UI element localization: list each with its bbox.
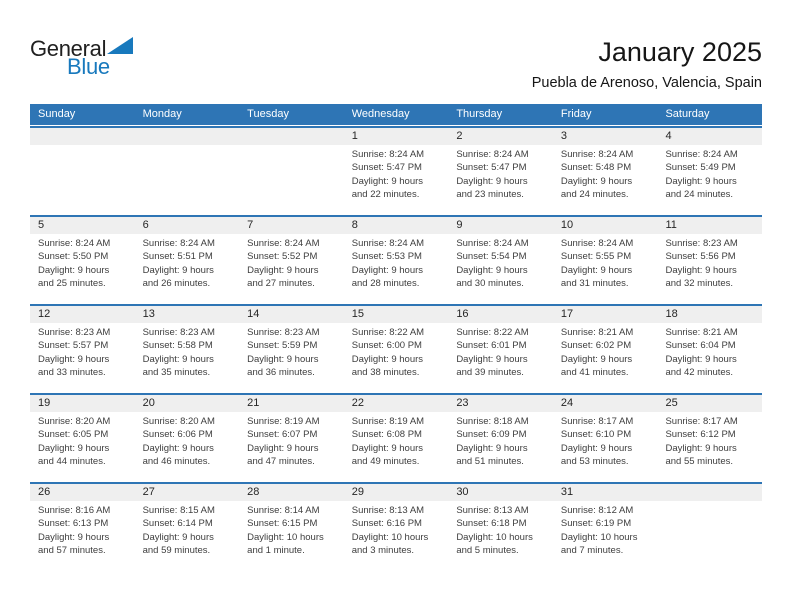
sunrise-line: Sunrise: 8:17 AM (560, 416, 634, 427)
day-number-16: 16 (456, 308, 469, 320)
day-cell-23 (448, 412, 553, 482)
daylight-line-2: and 31 minutes. (560, 278, 629, 290)
day-number-strip (30, 484, 762, 501)
day-number-28: 28 (247, 486, 260, 498)
day-number-strip (30, 395, 762, 412)
daylight-line-1: Daylight: 9 hours (351, 264, 424, 276)
day-number-11: 11 (665, 219, 677, 231)
daylight-line-2: and 39 minutes. (456, 367, 524, 379)
day-number-30: 30 (456, 486, 469, 498)
daylight-line-2: and 59 minutes. (142, 545, 211, 557)
sunrise-line: Sunrise: 8:24 AM (351, 149, 425, 160)
day-details-row (30, 145, 762, 215)
sunrise-line: Sunrise: 8:24 AM (456, 238, 529, 249)
daylight-line-1: Daylight: 9 hours (560, 264, 633, 276)
daylight-line-2: and 53 minutes. (560, 456, 629, 468)
daylight-line-1: Daylight: 10 hours (456, 531, 533, 543)
sunrise-line: Sunrise: 8:12 AM (560, 505, 634, 516)
sunset-line: Sunset: 5:47 PM (456, 162, 527, 174)
weekday-header-cell-sunday: Sunday (38, 108, 76, 120)
day-cell-2 (448, 145, 553, 215)
daylight-line-1: Daylight: 9 hours (142, 353, 214, 365)
logo-word-general: General (30, 36, 107, 61)
day-number-empty (239, 128, 344, 145)
day-cell-12 (30, 323, 135, 393)
day-number-6: 6 (142, 219, 149, 231)
sunset-line: Sunset: 5:59 PM (247, 340, 318, 352)
daylight-line-1: Daylight: 9 hours (456, 442, 528, 454)
sunrise-line: Sunrise: 8:23 AM (142, 327, 215, 338)
daylight-line-2: and 35 minutes. (142, 367, 211, 379)
daylight-line-2: and 55 minutes. (665, 456, 734, 468)
daylight-line-1: Daylight: 9 hours (38, 353, 110, 365)
sunrise-line: Sunrise: 8:24 AM (142, 238, 215, 249)
sunset-line: Sunset: 5:54 PM (456, 251, 527, 263)
day-number-15: 15 (351, 308, 364, 320)
day-number-25: 25 (665, 397, 678, 409)
day-number-empty (657, 484, 762, 501)
daylight-line-2: and 23 minutes. (456, 189, 524, 201)
day-cell-11 (657, 234, 762, 304)
day-cell-22 (344, 412, 449, 482)
daylight-line-1: Daylight: 9 hours (560, 353, 633, 365)
daylight-line-1: Daylight: 9 hours (665, 264, 737, 276)
sunset-line: Sunset: 5:53 PM (351, 251, 422, 263)
daylight-line-2: and 33 minutes. (38, 367, 106, 379)
sunrise-line: Sunrise: 8:16 AM (38, 505, 111, 516)
week-row-5 (30, 482, 762, 571)
daylight-line-1: Daylight: 9 hours (665, 175, 737, 187)
sunset-line: Sunset: 6:10 PM (560, 429, 632, 441)
daylight-line-1: Daylight: 9 hours (456, 353, 528, 365)
sunrise-line: Sunrise: 8:24 AM (38, 238, 111, 249)
daylight-line-1: Daylight: 9 hours (560, 175, 633, 187)
sunrise-line: Sunrise: 8:21 AM (665, 327, 738, 338)
day-number-strip (30, 217, 762, 234)
day-cell-empty (657, 501, 762, 571)
day-details-row (30, 412, 762, 482)
sunset-line: Sunset: 6:13 PM (38, 518, 109, 530)
day-cell-30 (448, 501, 553, 571)
sunset-line: Sunset: 6:14 PM (142, 518, 213, 530)
sunset-line: Sunset: 5:57 PM (38, 340, 109, 352)
sunset-line: Sunset: 5:52 PM (247, 251, 318, 263)
daylight-line-1: Daylight: 9 hours (456, 175, 528, 187)
sunset-line: Sunset: 6:19 PM (560, 518, 632, 530)
daylight-line-2: and 7 minutes. (560, 545, 624, 557)
sunset-line: Sunset: 5:47 PM (351, 162, 422, 174)
daylight-line-2: and 30 minutes. (456, 278, 524, 290)
day-cell-empty (239, 145, 344, 215)
day-number-strip (30, 306, 762, 323)
day-cell-14 (239, 323, 344, 393)
daylight-line-1: Daylight: 9 hours (142, 264, 214, 276)
day-number-13: 13 (142, 308, 155, 320)
day-number-2: 2 (456, 130, 463, 142)
day-number-18: 18 (665, 308, 678, 320)
day-number-14: 14 (247, 308, 260, 320)
day-number-31: 31 (560, 486, 574, 498)
daylight-line-2: and 1 minute. (247, 545, 305, 557)
day-cell-empty (30, 145, 135, 215)
sunrise-line: Sunrise: 8:22 AM (456, 327, 529, 338)
day-number-empty (30, 128, 135, 145)
sunrise-line: Sunrise: 8:23 AM (38, 327, 111, 338)
sunrise-line: Sunrise: 8:23 AM (247, 327, 320, 338)
daylight-line-2: and 46 minutes. (142, 456, 211, 468)
weekday-header-cell-tuesday: Tuesday (247, 108, 289, 120)
sunrise-line: Sunrise: 8:24 AM (665, 149, 738, 160)
daylight-line-1: Daylight: 9 hours (247, 442, 319, 454)
sunset-line: Sunset: 5:56 PM (665, 251, 736, 263)
day-cell-5 (30, 234, 135, 304)
day-number-8: 8 (351, 219, 358, 231)
day-cell-empty (135, 145, 240, 215)
weekday-header-cell-monday: Monday (142, 108, 182, 120)
sunrise-line: Sunrise: 8:19 AM (351, 416, 425, 427)
weekday-header-cell-saturday: Saturday (665, 108, 710, 120)
day-cell-19 (30, 412, 135, 482)
day-number-24: 24 (560, 397, 574, 409)
sunrise-line: Sunrise: 8:23 AM (665, 238, 738, 249)
day-cell-28 (239, 501, 344, 571)
sunset-line: Sunset: 6:09 PM (456, 429, 527, 441)
logo-triangle-icon (107, 37, 133, 59)
sunrise-line: Sunrise: 8:14 AM (247, 505, 320, 516)
logo-word-blue: Blue (67, 54, 110, 79)
daylight-line-1: Daylight: 10 hours (247, 531, 324, 543)
daylight-line-2: and 51 minutes. (456, 456, 524, 468)
daylight-line-2: and 42 minutes. (665, 367, 734, 379)
sunrise-line: Sunrise: 8:15 AM (142, 505, 215, 516)
daylight-line-2: and 25 minutes. (38, 278, 106, 290)
sunrise-line: Sunrise: 8:13 AM (351, 505, 425, 516)
daylight-line-2: and 38 minutes. (351, 367, 420, 379)
sunrise-line: Sunrise: 8:24 AM (560, 238, 634, 249)
sunset-line: Sunset: 6:12 PM (665, 429, 736, 441)
sunrise-line: Sunrise: 8:20 AM (142, 416, 215, 427)
day-cell-17 (553, 323, 658, 393)
day-cell-8 (344, 234, 449, 304)
daylight-line-2: and 47 minutes. (247, 456, 315, 468)
sunset-line: Sunset: 5:50 PM (38, 251, 109, 263)
day-cell-21 (239, 412, 344, 482)
week-row-2 (30, 215, 762, 304)
location-subtitle: Puebla de Arenoso, Valencia, Spain (531, 75, 762, 91)
week-row-3 (30, 304, 762, 393)
weekday-header-cell-wednesday: Wednesday (351, 108, 410, 120)
day-number-5: 5 (38, 219, 45, 231)
day-cell-24 (553, 412, 658, 482)
day-details-row (30, 323, 762, 393)
daylight-line-1: Daylight: 9 hours (560, 442, 633, 454)
day-cell-9 (448, 234, 553, 304)
day-cell-20 (135, 412, 240, 482)
day-number-1: 1 (351, 130, 358, 142)
daylight-line-1: Daylight: 9 hours (351, 442, 424, 454)
daylight-line-2: and 44 minutes. (38, 456, 106, 468)
day-cell-15 (344, 323, 449, 393)
day-number-19: 19 (38, 397, 51, 409)
sunrise-line: Sunrise: 8:24 AM (560, 149, 634, 160)
sunrise-line: Sunrise: 8:24 AM (247, 238, 320, 249)
day-number-22: 22 (351, 397, 364, 409)
sunrise-line: Sunrise: 8:21 AM (560, 327, 634, 338)
day-cell-7 (239, 234, 344, 304)
daylight-line-1: Daylight: 9 hours (247, 264, 319, 276)
day-cell-3 (553, 145, 658, 215)
sunset-line: Sunset: 5:51 PM (142, 251, 213, 263)
sunrise-line: Sunrise: 8:17 AM (665, 416, 738, 427)
daylight-line-1: Daylight: 9 hours (351, 353, 424, 365)
daylight-line-1: Daylight: 9 hours (142, 531, 214, 543)
day-details-row (30, 234, 762, 304)
weekday-header-row (30, 104, 762, 125)
daylight-line-2: and 3 minutes. (351, 545, 415, 557)
sunset-line: Sunset: 6:16 PM (351, 518, 422, 530)
daylight-line-1: Daylight: 9 hours (38, 442, 110, 454)
sunset-line: Sunset: 5:55 PM (560, 251, 632, 263)
sunset-line: Sunset: 5:49 PM (665, 162, 736, 174)
day-details-row (30, 501, 762, 571)
daylight-line-1: Daylight: 9 hours (351, 175, 424, 187)
sunset-line: Sunset: 6:01 PM (456, 340, 527, 352)
day-cell-16 (448, 323, 553, 393)
daylight-line-2: and 24 minutes. (665, 189, 734, 201)
daylight-line-1: Daylight: 9 hours (456, 264, 528, 276)
daylight-line-2: and 26 minutes. (142, 278, 211, 290)
day-number-12: 12 (38, 308, 51, 320)
day-number-7: 7 (247, 219, 254, 231)
sunset-line: Sunset: 6:05 PM (38, 429, 109, 441)
sunset-line: Sunset: 5:48 PM (560, 162, 632, 174)
general-blue-logo (30, 36, 133, 79)
day-cell-29 (344, 501, 449, 571)
day-number-9: 9 (456, 219, 463, 231)
day-cell-1 (344, 145, 449, 215)
daylight-line-1: Daylight: 10 hours (351, 531, 429, 543)
daylight-line-1: Daylight: 9 hours (247, 353, 319, 365)
daylight-line-2: and 49 minutes. (351, 456, 420, 468)
sunset-line: Sunset: 6:00 PM (351, 340, 422, 352)
sunrise-line: Sunrise: 8:19 AM (247, 416, 320, 427)
day-number-23: 23 (456, 397, 469, 409)
day-number-27: 27 (142, 486, 155, 498)
day-number-20: 20 (142, 397, 155, 409)
daylight-line-2: and 5 minutes. (456, 545, 519, 557)
weekday-header-cell-thursday: Thursday (456, 108, 503, 120)
day-number-4: 4 (665, 130, 672, 142)
sunset-line: Sunset: 6:02 PM (560, 340, 632, 352)
day-number-strip (30, 128, 762, 145)
daylight-line-2: and 41 minutes. (560, 367, 629, 379)
daylight-line-1: Daylight: 9 hours (665, 442, 737, 454)
weeks-container (30, 126, 762, 571)
sunset-line: Sunset: 6:06 PM (142, 429, 213, 441)
day-number-10: 10 (560, 219, 574, 231)
sunrise-line: Sunrise: 8:18 AM (456, 416, 529, 427)
day-number-21: 21 (247, 397, 260, 409)
sunrise-line: Sunrise: 8:22 AM (351, 327, 425, 338)
day-cell-10 (553, 234, 658, 304)
day-cell-25 (657, 412, 762, 482)
sunset-line: Sunset: 6:04 PM (665, 340, 736, 352)
daylight-line-2: and 32 minutes. (665, 278, 734, 290)
day-number-empty (135, 128, 240, 145)
calendar-table (30, 104, 762, 571)
day-cell-13 (135, 323, 240, 393)
sunrise-line: Sunrise: 8:24 AM (456, 149, 529, 160)
day-cell-6 (135, 234, 240, 304)
daylight-line-2: and 27 minutes. (247, 278, 315, 290)
day-cell-18 (657, 323, 762, 393)
day-cell-31 (553, 501, 658, 571)
day-cell-26 (30, 501, 135, 571)
sunset-line: Sunset: 6:07 PM (247, 429, 318, 441)
title-block (532, 38, 762, 91)
week-row-1 (30, 126, 762, 215)
day-number-29: 29 (351, 486, 364, 498)
day-cell-27 (135, 501, 240, 571)
daylight-line-1: Daylight: 9 hours (665, 353, 737, 365)
sunset-line: Sunset: 6:08 PM (351, 429, 422, 441)
sunset-line: Sunset: 6:15 PM (247, 518, 318, 530)
daylight-line-2: and 36 minutes. (247, 367, 315, 379)
daylight-line-1: Daylight: 9 hours (38, 264, 110, 276)
month-title: January 2025 (598, 37, 762, 67)
daylight-line-2: and 57 minutes. (38, 545, 106, 557)
sunrise-line: Sunrise: 8:20 AM (38, 416, 111, 427)
day-cell-4 (657, 145, 762, 215)
daylight-line-2: and 24 minutes. (560, 189, 629, 201)
daylight-line-2: and 22 minutes. (351, 189, 420, 201)
sunrise-line: Sunrise: 8:13 AM (456, 505, 529, 516)
sunset-line: Sunset: 6:18 PM (456, 518, 527, 530)
day-number-17: 17 (560, 308, 574, 320)
daylight-line-2: and 28 minutes. (351, 278, 420, 290)
weekday-header-cell-friday: Friday (560, 108, 592, 120)
daylight-line-1: Daylight: 9 hours (142, 442, 214, 454)
day-number-26: 26 (38, 486, 51, 498)
sunrise-line: Sunrise: 8:24 AM (351, 238, 425, 249)
day-number-3: 3 (560, 130, 568, 142)
daylight-line-1: Daylight: 9 hours (38, 531, 110, 543)
sunset-line: Sunset: 5:58 PM (142, 340, 213, 352)
week-row-4 (30, 393, 762, 482)
daylight-line-1: Daylight: 10 hours (560, 531, 638, 543)
